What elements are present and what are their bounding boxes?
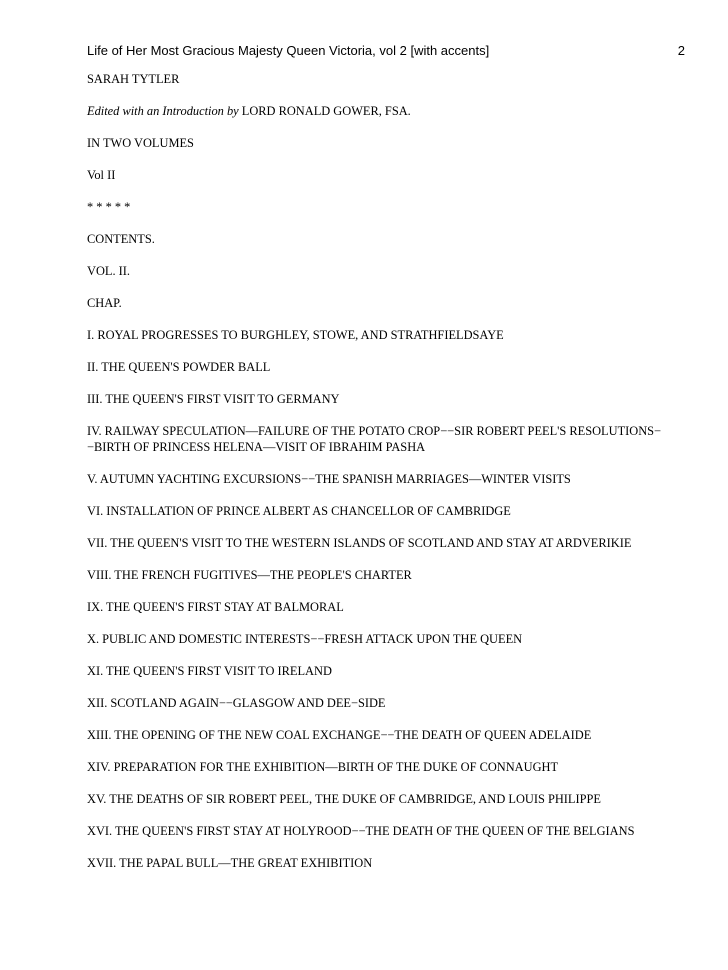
chapter-entry: XIV. PREPARATION FOR THE EXHIBITION—BIRTH OF THE DUKE OF CONNAUGHT	[87, 760, 559, 774]
running-title: Life of Her Most Gracious Majesty Queen Victoria, vol 2 [with accents]	[87, 43, 490, 58]
chapter-entry: XI. THE QUEEN'S FIRST VISIT TO IRELAND	[87, 664, 332, 678]
document-body	[87, 71, 677, 887]
edited-prefix: Edited with an Introduction by	[87, 104, 239, 118]
chapter-entry: X. PUBLIC AND DOMESTIC INTERESTS−−FRESH ATTACK UPON THE QUEEN	[87, 632, 523, 646]
editor-line	[87, 103, 677, 119]
author-line: SARAH TYTLER	[87, 72, 180, 86]
editor-name: LORD RONALD GOWER, FSA.	[238, 104, 411, 118]
volume-line: Vol II	[87, 168, 116, 182]
chapter-entry: XV. THE DEATHS OF SIR ROBERT PEEL, THE DUKE OF CAMBRIDGE, AND LOUIS PHILIPPE	[87, 792, 601, 806]
contents-heading: CONTENTS.	[87, 232, 155, 246]
chapter-entry: II. THE QUEEN'S POWDER BALL	[87, 360, 271, 374]
chapter-entry: VIII. THE FRENCH FUGITIVES—THE PEOPLE'S CHARTER	[87, 568, 412, 582]
chapter-entry: V. AUTUMN YACHTING EXCURSIONS−−THE SPANISH MARRIAGES—WINTER VISITS	[87, 472, 571, 486]
chapter-entry: XVI. THE QUEEN'S FIRST STAY AT HOLYROOD−−THE DEATH OF THE QUEEN OF THE BELGIANS	[87, 824, 635, 838]
chapter-entry: XVII. THE PAPAL BULL—THE GREAT EXHIBITION	[87, 856, 373, 870]
running-header	[87, 43, 685, 61]
chapter-entry: VI. INSTALLATION OF PRINCE ALBERT AS CHANCELLOR OF CAMBRIDGE	[87, 504, 511, 518]
section-separator: * * * * *	[87, 200, 131, 214]
chapter-entry: III. THE QUEEN'S FIRST VISIT TO GERMANY	[87, 392, 340, 406]
contents-volume: VOL. II.	[87, 264, 131, 278]
chapter-entry: IV. RAILWAY SPECULATION—FAILURE OF THE POTATO CROP−−SIR ROBERT PEEL'S RESOLUTIONS−−BIRTH OF PRINCESS HELENA—VISIT OF IBRAHIM PASHA	[87, 424, 662, 454]
chap-label: CHAP.	[87, 296, 122, 310]
chapter-entry: XII. SCOTLAND AGAIN−−GLASGOW AND DEE−SIDE	[87, 696, 386, 710]
page-number: 2	[677, 43, 685, 58]
chapter-entry: IX. THE QUEEN'S FIRST STAY AT BALMORAL	[87, 600, 344, 614]
chapter-entry: XIII. THE OPENING OF THE NEW COAL EXCHANGE−−THE DEATH OF QUEEN ADELAIDE	[87, 728, 592, 742]
chapter-entry: I. ROYAL PROGRESSES TO BURGHLEY, STOWE, AND STRATHFIELDSAYE	[87, 328, 504, 342]
volumes-line: IN TWO VOLUMES	[87, 136, 194, 150]
chapter-entry: VII. THE QUEEN'S VISIT TO THE WESTERN ISLANDS OF SCOTLAND AND STAY AT ARDVERIKIE	[87, 536, 632, 550]
